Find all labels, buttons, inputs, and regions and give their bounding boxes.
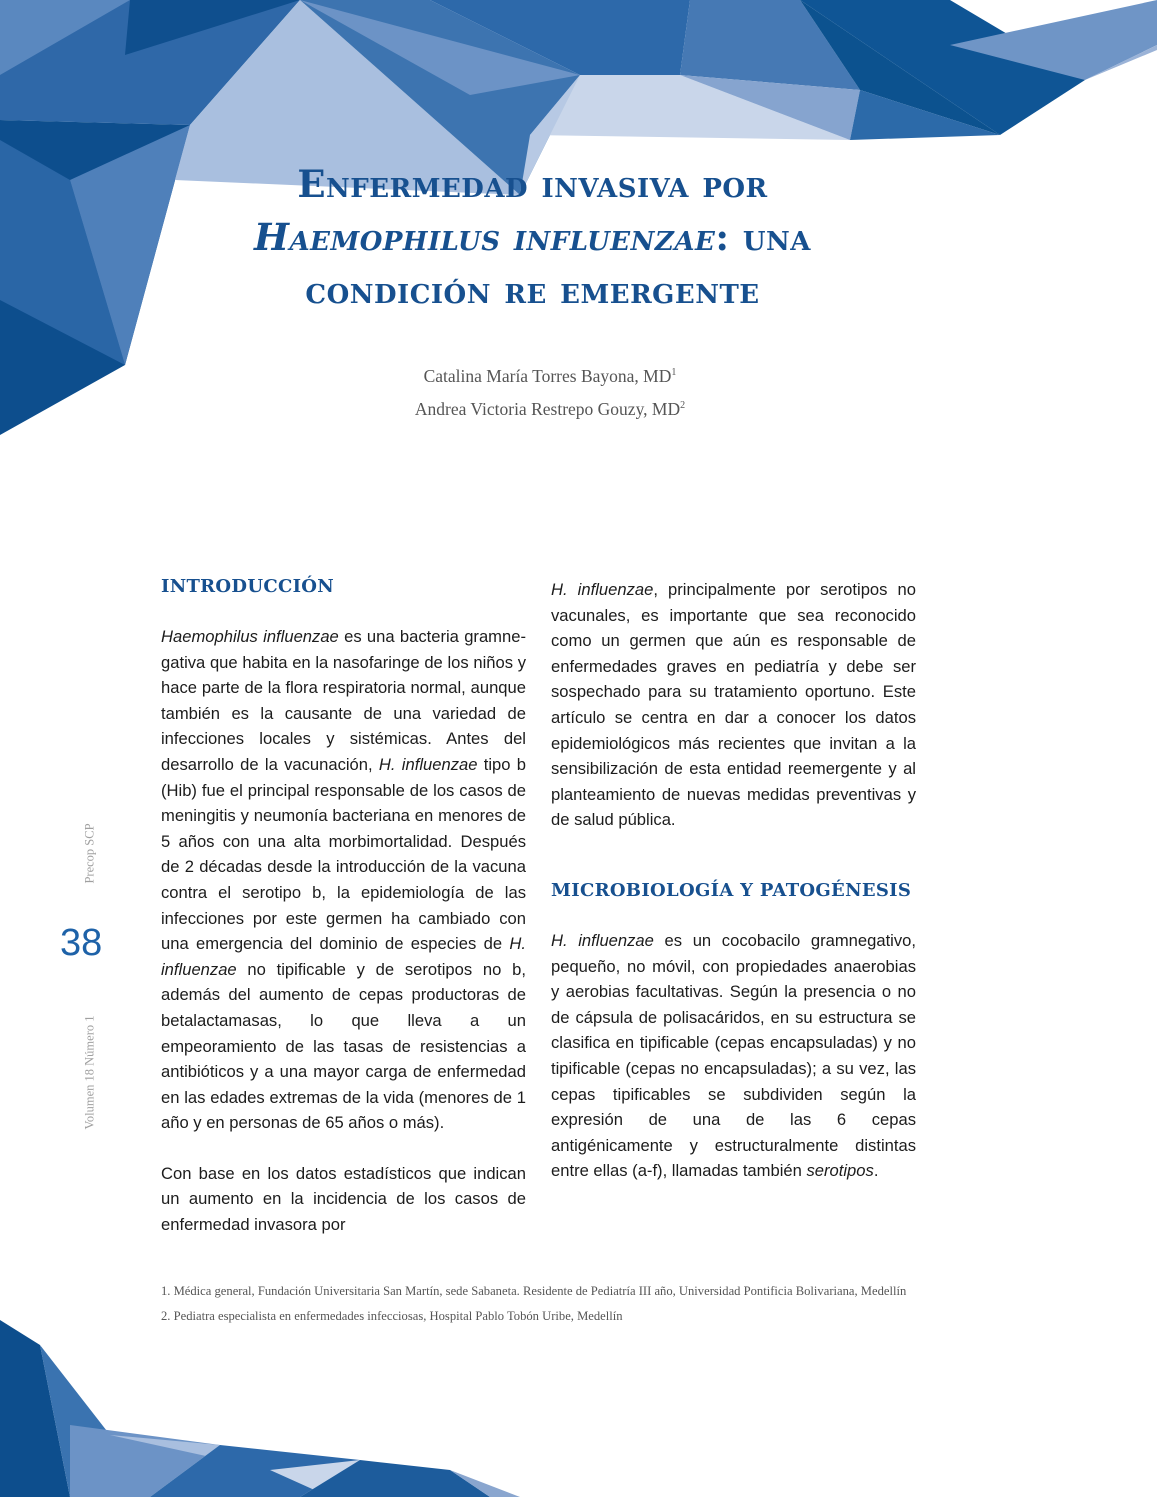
intro-paragraph-2-continued xyxy=(551,577,916,833)
intro-p2-text-1: Con base en los datos estadísticos que indican un aumento en la incidencia de los casos de enfermedad invasora por xyxy=(161,1163,526,1235)
intro-heading: INTRODUCCIÓN xyxy=(161,576,335,597)
micro-p1-text-1: es un cocobacilo gramnegativo, pequeño, no móvil, con propiedades anaerobias y aerobias facultativas. Según la presencia o no de cápsula de polisacáridos, en su estructura se clasifica en tipificable (cepas encapsuladas) y no tipificable (cepas no encapsuladas); a su vez, las cepas tipificables se subdividen según la expresión de una de las 6 cepas antigénicamente y estructuralmente distintas entre ellas (a-f), llamadas también xyxy=(551,930,916,1181)
micro-p1-italic-2: serotipos xyxy=(806,1161,874,1181)
title-italic-species: Haemophilus influenzae xyxy=(254,215,716,259)
micro-p1-text-2: . xyxy=(873,1161,879,1181)
author-1-name: Catalina María Torres Bayona, MD xyxy=(423,366,672,386)
footnotes xyxy=(161,1283,911,1332)
intro-p2-italic: H. influenzae xyxy=(551,580,654,599)
microbiology-heading: MICROBIOLOGÍA Y PATOGÉNESIS xyxy=(551,879,912,901)
author-2-name: Andrea Victoria Restrepo Gouzy, MD xyxy=(414,399,681,419)
author-2-ref: 2 xyxy=(680,400,686,412)
page-number: 38 xyxy=(60,922,103,964)
left-column xyxy=(161,575,526,1238)
intro-p2-text-2: , principalmente por serotipos no vacunales, es importante que sea reconocido como un germen que aún es responsable de enfermedades graves en pediatría y debe ser sospechado para su tratamiento oportuno. Este artículo se centra en dar a conocer los datos epidemiológicos más recientes que invitan a la sensibilización de esta entidad reemergente y al planteamiento de nuevas medidas preventivas y de salud pública. xyxy=(551,580,916,830)
title-line-3: condición re emergente xyxy=(305,268,760,312)
right-column xyxy=(551,577,916,1184)
intro-p1-italic-2: H. influenzae xyxy=(378,754,478,774)
microbiology-paragraph-1 xyxy=(551,928,916,1184)
title-line-2-rest: : una xyxy=(715,215,811,259)
title-line-1: Enfermedad invasiva por xyxy=(297,162,768,206)
intro-p1-text-2: tipo b (Hib) fue el principal responsable de los casos de meningitis y neumonía bacteriana en menores de 5 años con una alta morbimortalidad. Después de 2 décadas desde la introducción de la vacuna contra el serotipo b, la epidemiología de las infecciones por este germen ha cambiado con una emergencia del dominio de especies de xyxy=(161,754,526,954)
article-title xyxy=(150,158,915,317)
author-1-ref: 1 xyxy=(671,367,677,379)
intro-p1-text-3: no tipificable y de serotipos no b, además del aumento de cepas productoras de betalactamasas, lo que lleva a un empeoramiento de las tasas de resistencias a antibióticos y a una mayor carga de enfermedad en las edades extremas de la vida (menores de 1 año y en personas de 65 años o más). xyxy=(161,959,526,1133)
author-2 xyxy=(200,399,900,420)
intro-paragraph-2 xyxy=(161,1161,526,1238)
intro-p1-italic-3: H. influenzae xyxy=(161,934,526,979)
intro-p1-text-1: es una bacteria gramnegativa que habita en la nasofaringe de los niños y hace parte de la flora respiratoria normal, aunque también es la causante de una variedad de infecciones locales y sistémicas. Antes del desarrollo de la vacunación, xyxy=(161,627,526,774)
footnote-2: 2. Pediatra especialista en enfermedades infecciosas, Hospital Pablo Tobón Uribe, Medellín xyxy=(161,1308,623,1323)
journal-name-vertical: Precop SCP xyxy=(82,823,97,884)
volume-vertical: Volumen 18 Número 1 xyxy=(82,1015,97,1130)
micro-p1-italic-1: H. influenzae xyxy=(551,930,654,950)
footnote-1: 1. Médica general, Fundación Universitaria San Martín, sede Sabaneta. Residente de Pediatría III año, Universidad Pontificia Bolivariana, Medellín xyxy=(161,1284,907,1298)
footer-polygon-decoration xyxy=(0,1320,520,1497)
author-1 xyxy=(200,366,900,387)
intro-p1-italic-1: Haemophilus influenzae xyxy=(161,627,339,646)
intro-paragraph-1 xyxy=(161,624,526,1136)
